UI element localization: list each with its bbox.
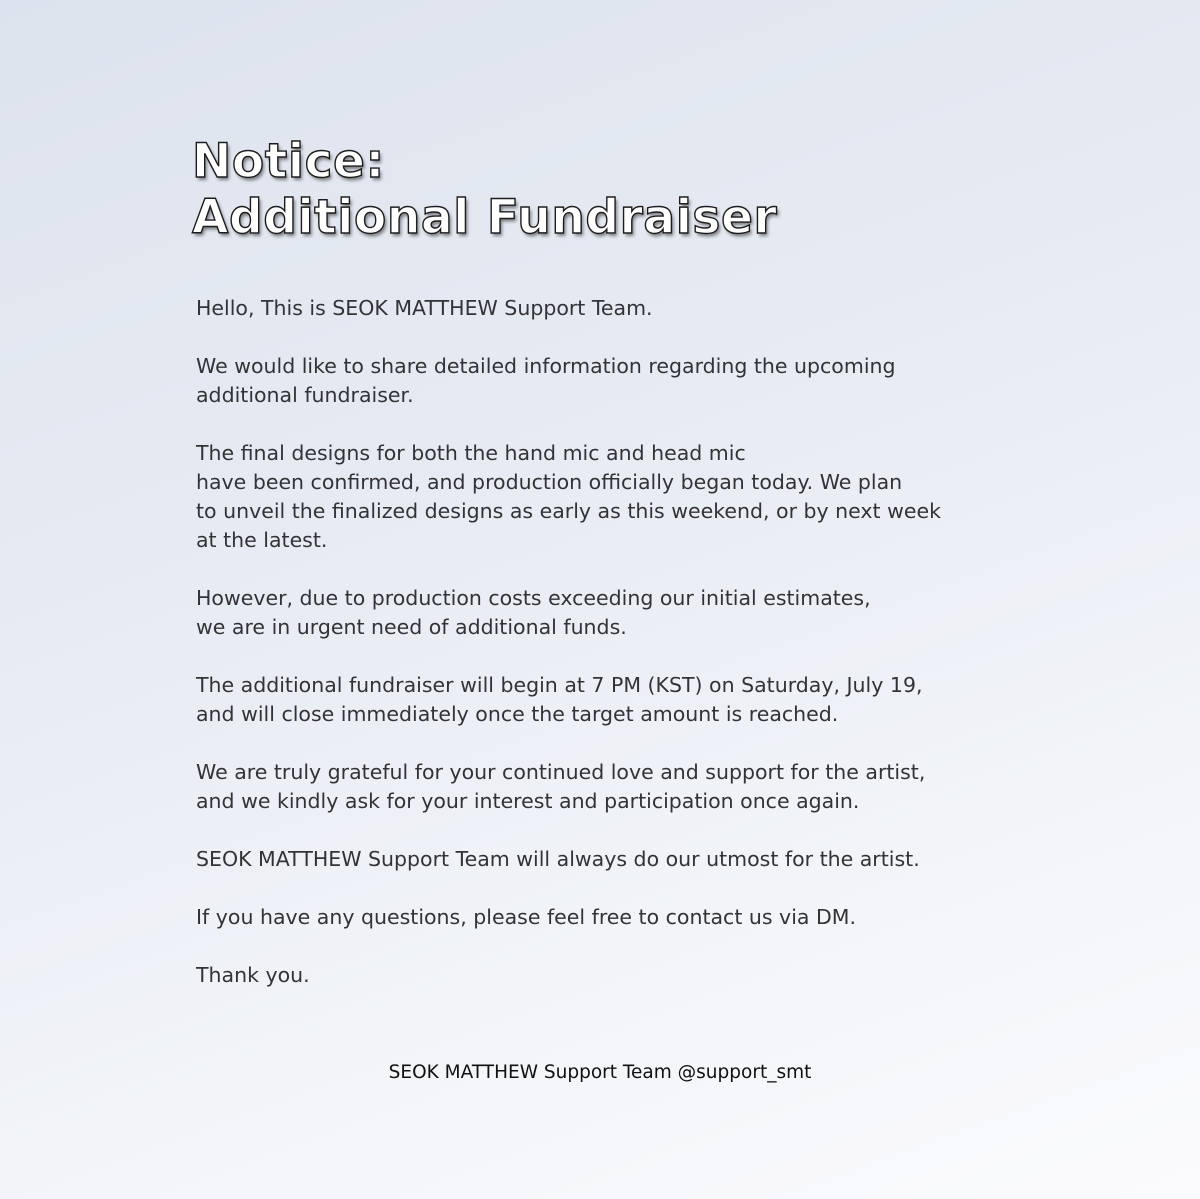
costs-line-2: we are in urgent need of additional funds. bbox=[196, 615, 627, 639]
design-line-1: The final designs for both the hand mic and head mic bbox=[196, 441, 746, 465]
contact-text: If you have any questions, please feel free to contact us via DM. bbox=[196, 905, 856, 929]
notice-title-line-2: Additional Fundraiser bbox=[192, 190, 778, 245]
gratitude-paragraph bbox=[196, 758, 1016, 816]
info-line-1: We would like to share detailed information regarding the upcoming bbox=[196, 354, 896, 378]
greeting-paragraph bbox=[196, 294, 1016, 323]
design-paragraph bbox=[196, 439, 1016, 555]
greeting-text: Hello, This is SEOK MATTHEW Support Team. bbox=[196, 296, 653, 320]
schedule-line-2: and will close immediately once the target amount is reached. bbox=[196, 702, 839, 726]
design-line-4: at the latest. bbox=[196, 528, 328, 552]
footer-signature: SEOK MATTHEW Support Team @support_smt bbox=[388, 1062, 812, 1083]
design-line-2: have been confirmed, and production officially began today. We plan bbox=[196, 470, 903, 494]
closing-paragraph bbox=[196, 961, 1016, 990]
notice-title-line-1: Notice: bbox=[192, 134, 385, 189]
gratitude-line-1: We are truly grateful for your continued love and support for the artist, bbox=[196, 760, 926, 784]
costs-line-1: However, due to production costs exceeding our initial estimates, bbox=[196, 586, 871, 610]
closing-text: Thank you. bbox=[196, 963, 310, 987]
schedule-paragraph bbox=[196, 671, 1016, 729]
contact-paragraph bbox=[196, 903, 1016, 932]
info-paragraph bbox=[196, 352, 1016, 410]
commitment-text: SEOK MATTHEW Support Team will always do our utmost for the artist. bbox=[196, 847, 920, 871]
info-line-2: additional fundraiser. bbox=[196, 383, 414, 407]
notice-body bbox=[196, 294, 1016, 1019]
design-line-3: to unveil the finalized designs as early as this weekend, or by next week bbox=[196, 499, 941, 523]
costs-paragraph bbox=[196, 584, 1016, 642]
notice-title bbox=[192, 134, 777, 246]
gratitude-line-2: and we kindly ask for your interest and participation once again. bbox=[196, 789, 860, 813]
commitment-paragraph bbox=[196, 845, 1016, 874]
schedule-line-1: The additional fundraiser will begin at 7 PM (KST) on Saturday, July 19, bbox=[196, 673, 923, 697]
